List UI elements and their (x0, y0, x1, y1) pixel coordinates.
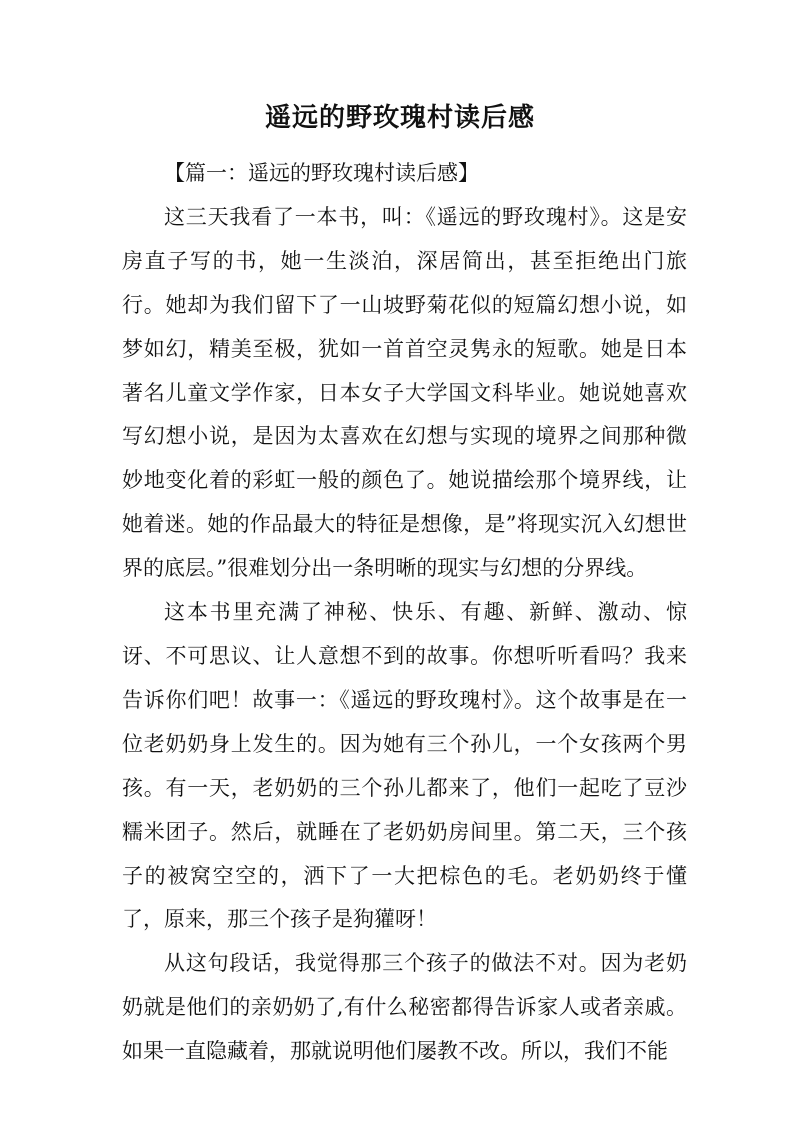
paragraph-2: 这本书里充满了神秘、快乐、有趣、新鲜、激动、惊讶、不可思议、让人意想不到的故事。你想听听看吗？我来告诉你们吧！故事一：《遥远的野玫瑰村》。这个故事是在一位老奶奶身上发生的。因为她有三个孙儿，一个女孩两个男孩。有一天，老奶奶的三个孙儿都来了，他们一起吃了豆沙糯米团子。然后，就睡在了老奶奶房间里。第二天，三个孩子的被窝空空的，洒下了一大把棕色的毛。老奶奶终于懂了，原来，那三个孩子是狗獾呀！ (122, 600, 687, 932)
document-body (122, 152, 687, 1074)
paragraph-3: 从这句段话，我觉得那三个孩子的做法不对。因为老奶奶就是他们的亲奶奶了,有什么秘密都得告诉家人或者亲戚。如果一直隐藏着，那就说明他们屡教不改。所以，我们不能 (122, 951, 687, 1064)
document-title: 遥远的野玫瑰村读后感 (264, 103, 535, 133)
section-heading: 【篇一：遥远的野玫瑰村读后感】 (164, 161, 479, 185)
paragraph-1: 这三天我看了一本书，叫：《遥远的野玫瑰村》。这是安房直子写的书，她一生淡泊，深居简出，甚至拒绝出门旅行。她却为我们留下了一山坡野菊花似的短篇幻想小说，如梦如幻，精美至极，犹如一首首空灵隽永的短歌。她是日本著名儿童文学作家，日本女子大学国文科毕业。她说她喜欢写幻想小说，是因为太喜欢在幻想与实现的境界之间那种微妙地变化着的彩虹一般的颜色了。她说描绘那个境界线，让她着迷。她的作品最大的特征是想像，是”将现实沉入幻想世界的底层。”很难划分出一条明晰的现实与幻想的分界线。 (122, 204, 687, 581)
